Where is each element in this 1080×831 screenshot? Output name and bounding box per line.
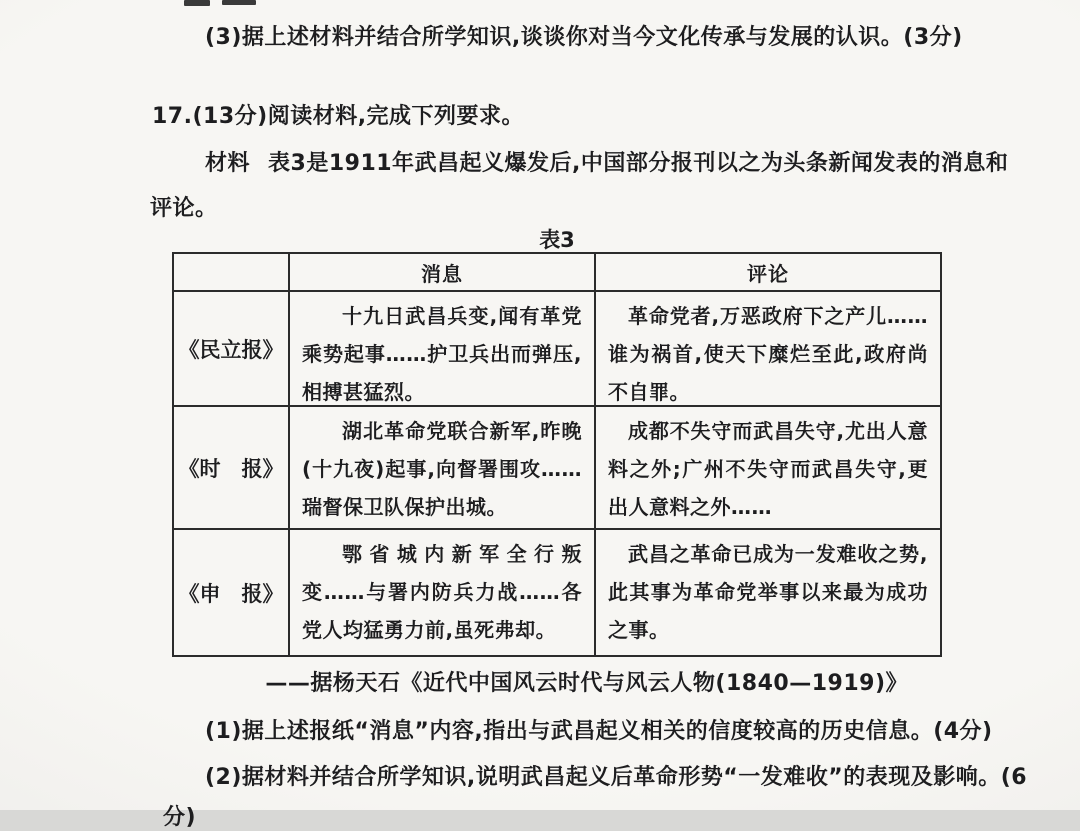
table-row-comment: 革命党者,万恶政府下之产儿……谁为祸首,使天下糜烂至此,政府尚不自罪。 [596,292,940,407]
sub-question-2: (2)据材料并结合所学知识,说明武昌起义后革命形势“一发难收”的表现及影响。(6 [205,765,1028,790]
table-row-source: 《申 报》 [174,530,290,655]
table-row-source: 《时 报》 [174,407,290,530]
table-row-comment: 武昌之革命已成为一发难收之势,此其事为革命党举事以来最为成功之事。 [608,542,928,642]
sub-question-2-cutoff: 分) [163,805,197,830]
table-row-comment: 成都不失守而武昌失守,尤出人意料之外;广州不失守而武昌失守,更出人意料之外…… [596,407,940,530]
table-row-source: 《民立报》 [174,292,290,407]
page-edge-text-remnant [184,0,210,6]
table-caption: 表3 [539,228,575,252]
material-intro-line1 [205,146,1008,177]
table-header-message: 消息 [290,254,596,292]
question-17-header: 17.(13分)阅读材料,完成下列要求。 [152,104,525,129]
table-header-source [174,254,290,292]
material-intro-text: 表3是1911年武昌起义爆发后,中国部分报刊以之为头条新闻发表的消息和 [268,151,1009,176]
table-row-message: 十九日武昌兵变,闻有革党乘势起事……护卫兵出而弹压,相搏甚猛烈。 [290,292,596,407]
page-edge-text-remnant [222,0,256,5]
source-attribution: ——据杨天石《近代中国风云时代与风云人物(1840—1919)》 [265,671,908,696]
table-row-message: 湖北革命党联合新军,昨晚(十九夜)起事,向督署围攻……瑞督保卫队保护出城。 [290,407,596,530]
table-3 [172,252,942,657]
material-intro-line2: 评论。 [150,196,218,221]
table-header-comment: 评论 [596,254,940,292]
question-3-line: (3)据上述材料并结合所学知识,谈谈你对当今文化传承与发展的认识。(3分) [205,25,963,50]
material-label: 材料 [205,151,251,176]
sub-question-1: (1)据上述报纸“消息”内容,指出与武昌起义相关的信度较高的历史信息。(4分) [205,719,993,744]
table-row-message: 鄂省城内新军全行叛变……与署内防兵力战……各党人均猛勇力前,虽死弗却。 [290,530,596,655]
